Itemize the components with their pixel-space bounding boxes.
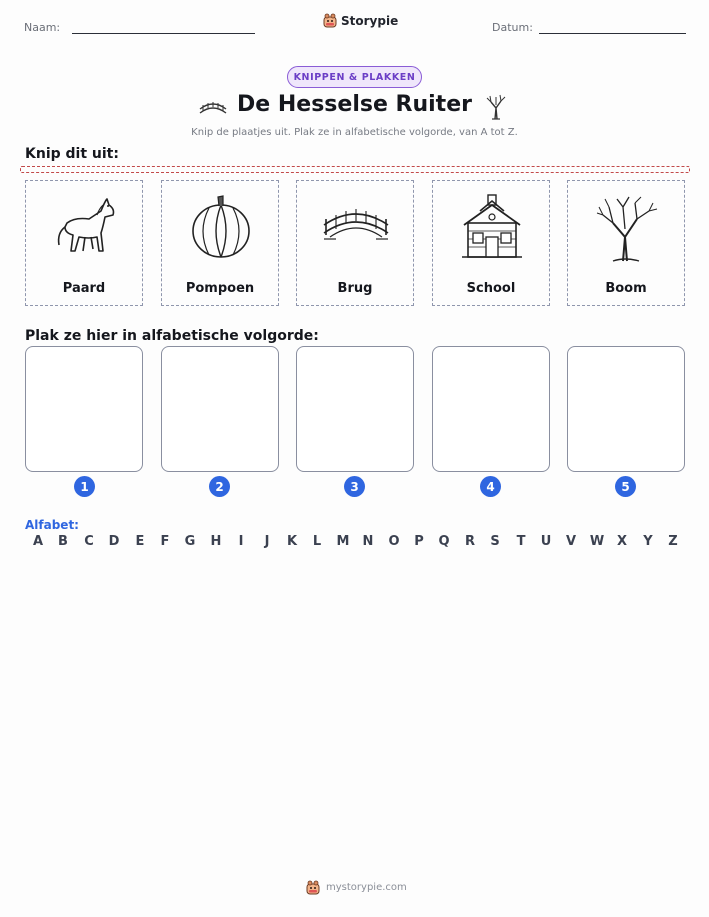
number-badge-3: 3	[344, 476, 365, 497]
alphabet-letter: M	[336, 534, 350, 549]
page-title: De Hesselse Ruiter	[237, 92, 472, 117]
number-badge-5: 5	[615, 476, 636, 497]
alphabet-letter: Z	[668, 534, 678, 549]
alphabet-letter: A	[32, 534, 44, 549]
name-line	[72, 33, 255, 34]
paste-box-5[interactable]	[567, 346, 685, 472]
cut-card-label: Brug	[337, 281, 373, 296]
activity-badge: KNIPPEN & PLAKKEN	[287, 66, 422, 88]
footer-url: mystorypie.com	[326, 882, 407, 893]
cut-card-boom[interactable]	[567, 180, 685, 306]
alphabet-letter: D	[108, 534, 120, 549]
footer	[306, 880, 407, 895]
storypie-logo-icon	[323, 13, 337, 28]
alphabet-letter: H	[210, 534, 222, 549]
date-line	[539, 33, 686, 34]
paste-box-4[interactable]	[432, 346, 550, 472]
number-badge-1: 1	[74, 476, 95, 497]
alphabet-letter: N	[362, 534, 374, 549]
cut-card-label: Pompoen	[185, 281, 255, 296]
horse-icon	[45, 189, 125, 269]
cut-card-label: Paard	[62, 281, 106, 296]
alphabet-letter: O	[388, 534, 400, 549]
bridge-icon	[316, 189, 396, 269]
alphabet-letter: R	[464, 534, 475, 549]
alphabet-letter: K	[286, 534, 298, 549]
cut-card-brug[interactable]	[296, 180, 414, 306]
tree-icon	[482, 91, 512, 121]
cut-card-school[interactable]	[432, 180, 550, 306]
alphabet-letter: I	[238, 534, 244, 549]
storypie-logo-icon	[306, 880, 320, 895]
cut-card-paard[interactable]	[25, 180, 143, 306]
alphabet-letter: W	[589, 534, 605, 549]
cut-card-label: School	[466, 281, 516, 296]
alphabet-letter: P	[414, 534, 424, 549]
cut-card-pompoen[interactable]	[161, 180, 279, 306]
alphabet-letter: B	[58, 534, 68, 549]
alphabet-letter: L	[312, 534, 322, 549]
alphabet-letter: Q	[438, 534, 450, 549]
alphabet-letter: T	[516, 534, 526, 549]
number-badge-4: 4	[480, 476, 501, 497]
alphabet-letter: J	[264, 534, 270, 549]
alphabet-letter: S	[490, 534, 500, 549]
paste-box-1[interactable]	[25, 346, 143, 472]
alphabet-letter: X	[616, 534, 628, 549]
alphabet-letter: F	[160, 534, 170, 549]
paste-heading: Plak ze hier in alfabetische volgorde:	[25, 328, 319, 344]
name-label: Naam:	[24, 21, 61, 34]
alphabet-title: Alfabet:	[25, 518, 79, 532]
alphabet-letter: C	[84, 534, 94, 549]
alphabet-letter: Y	[643, 534, 653, 549]
brand	[323, 13, 398, 28]
instructions: Knip de plaatjes uit. Plak ze in alfabetische volgorde, van A tot Z.	[191, 127, 518, 138]
school-icon	[452, 189, 532, 269]
pumpkin-icon	[181, 189, 261, 269]
cut-line	[20, 166, 690, 173]
cut-heading: Knip dit uit:	[25, 146, 119, 162]
cut-card-label: Boom	[605, 281, 647, 296]
alphabet-letter: V	[565, 534, 577, 549]
paste-box-3[interactable]	[296, 346, 414, 472]
paste-box-2[interactable]	[161, 346, 279, 472]
alphabet-letter: U	[540, 534, 552, 549]
brand-name: Storypie	[341, 13, 399, 28]
date-label: Datum:	[492, 21, 533, 34]
alphabet-letter: E	[135, 534, 145, 549]
alphabet-letter: G	[184, 534, 196, 549]
tree-icon	[587, 189, 667, 269]
number-badge-2: 2	[209, 476, 230, 497]
